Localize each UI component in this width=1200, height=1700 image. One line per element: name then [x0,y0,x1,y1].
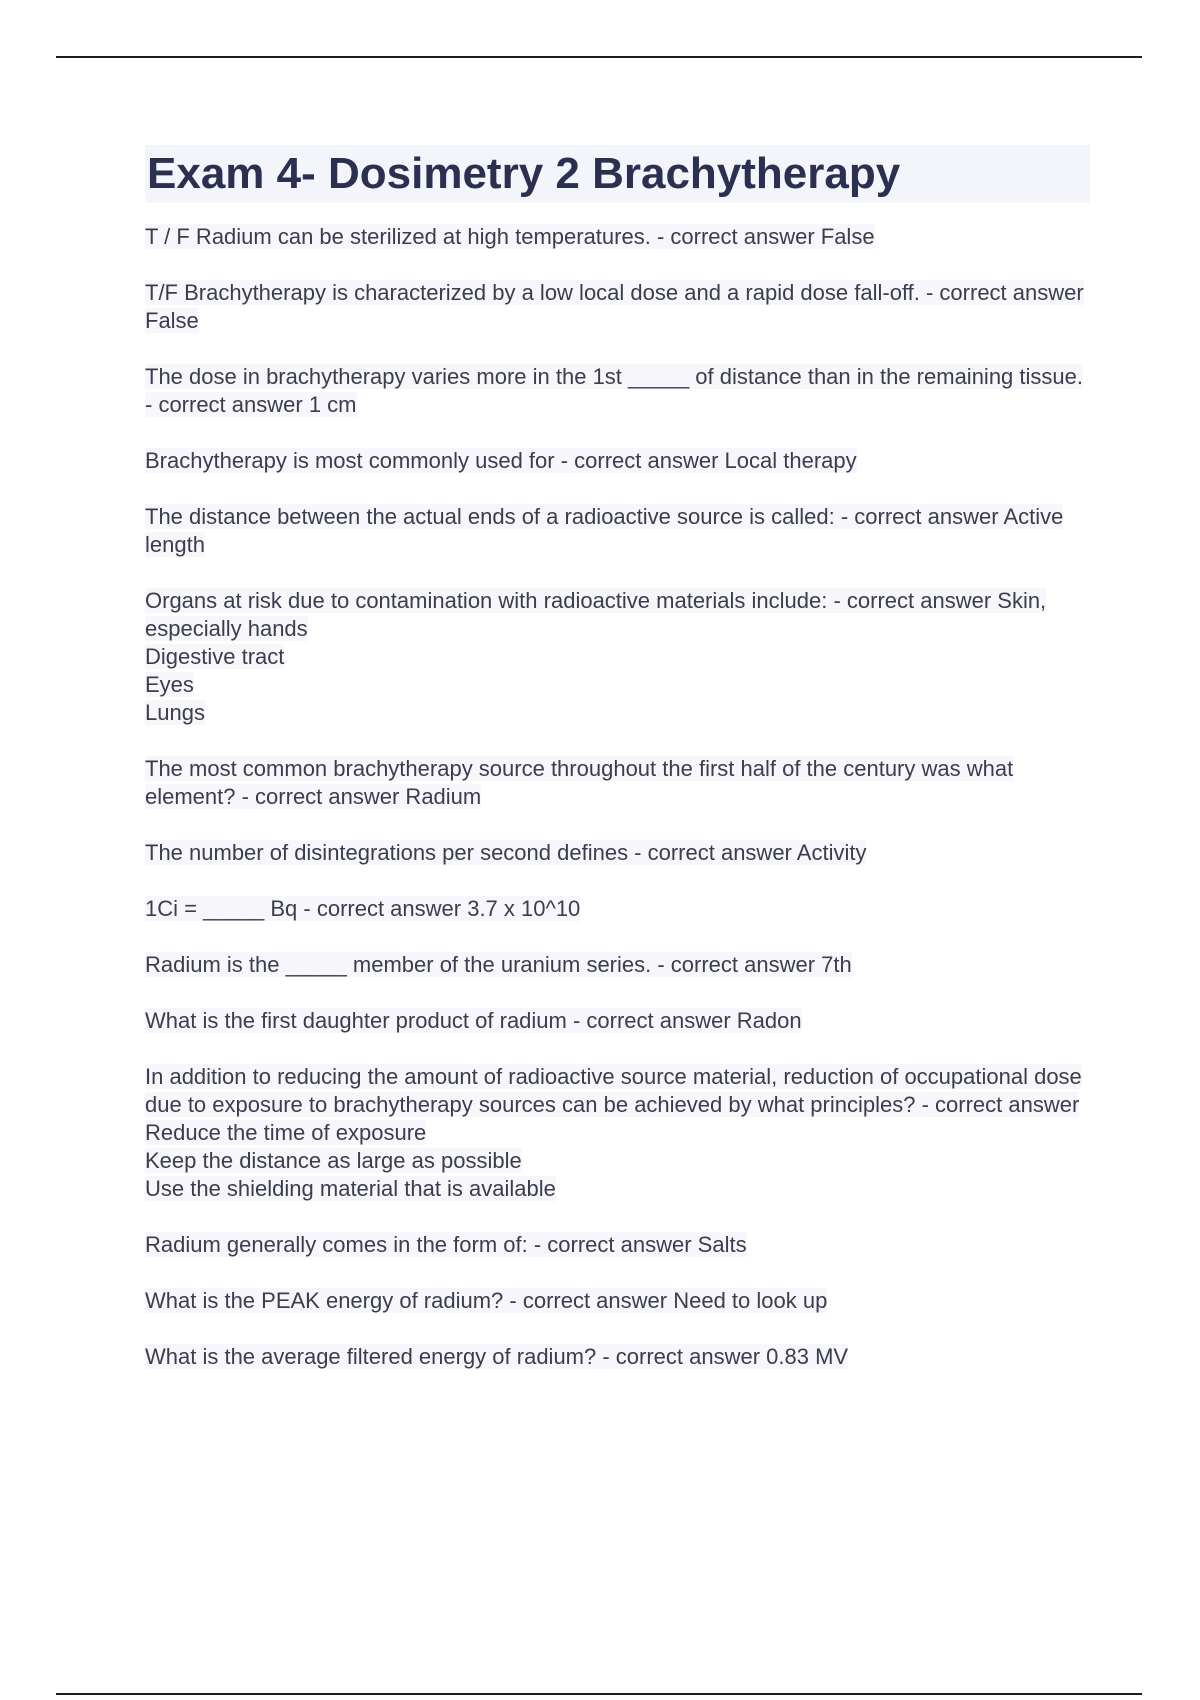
qa-item [145,1287,1090,1315]
qa-text: In addition to reducing the amount of radioactive source material, reduction of occupational dose due to exposure to brachytherapy sources can be achieved by what principles? - correct answer Reduce the time of exposure [145,1064,1082,1145]
bottom-rule [56,1693,1142,1695]
qa-item [145,895,1090,923]
qa-extra-text: Lungs [145,700,205,725]
title-band [145,145,1090,203]
qa-extra-text: Eyes [145,672,194,697]
qa-item [145,587,1090,727]
qa-text: The most common brachytherapy source throughout the first half of the century was what element? - correct answer Radium [145,756,1014,809]
qa-item [145,951,1090,979]
qa-text: The number of disintegrations per second defines - correct answer Activity [145,840,867,865]
document-body [145,145,1090,1399]
qa-text: The dose in brachytherapy varies more in the 1st _____ of distance than in the remaining tissue. - correct answer 1 cm [145,364,1083,417]
qa-item [145,1231,1090,1259]
qa-item [145,503,1090,559]
qa-text: Radium is the _____ member of the uranium series. - correct answer 7th [145,952,852,977]
qa-extra-line [145,1175,1090,1203]
qa-text: Organs at risk due to contamination with radioactive materials include: - correct answer Skin, especially hands [145,588,1047,641]
qa-extra-line [145,643,1090,671]
page-title: Exam 4- Dosimetry 2 Brachytherapy [147,149,901,198]
qa-text: Brachytherapy is most commonly used for - correct answer Local therapy [145,448,857,473]
qa-item [145,447,1090,475]
qa-extra-line [145,671,1090,699]
qa-text: T / F Radium can be sterilized at high temperatures. - correct answer False [145,224,875,249]
qa-text: The distance between the actual ends of a radioactive source is called: - correct answer Active length [145,504,1064,557]
qa-item [145,223,1090,251]
qa-item [145,839,1090,867]
qa-extra-text: Use the shielding material that is available [145,1176,556,1201]
qa-text: What is the average filtered energy of radium? - correct answer 0.83 MV [145,1344,849,1369]
qa-item [145,279,1090,335]
qa-extra-line [145,699,1090,727]
qa-text: What is the PEAK energy of radium? - correct answer Need to look up [145,1288,828,1313]
qa-extra-text: Keep the distance as large as possible [145,1148,522,1173]
qa-text: What is the first daughter product of radium - correct answer Radon [145,1008,802,1033]
qa-text: T/F Brachytherapy is characterized by a low local dose and a rapid dose fall-off. - correct answer False [145,280,1084,333]
qa-item [145,1343,1090,1371]
qa-item [145,755,1090,811]
qa-item [145,1007,1090,1035]
qa-item [145,363,1090,419]
qa-text: Radium generally comes in the form of: - correct answer Salts [145,1232,747,1257]
qa-extra-line [145,1147,1090,1175]
qa-extra-text: Digestive tract [145,644,285,669]
qa-item [145,1063,1090,1203]
qa-text: 1Ci = _____ Bq - correct answer 3.7 x 10^10 [145,896,581,921]
top-rule [56,56,1142,58]
